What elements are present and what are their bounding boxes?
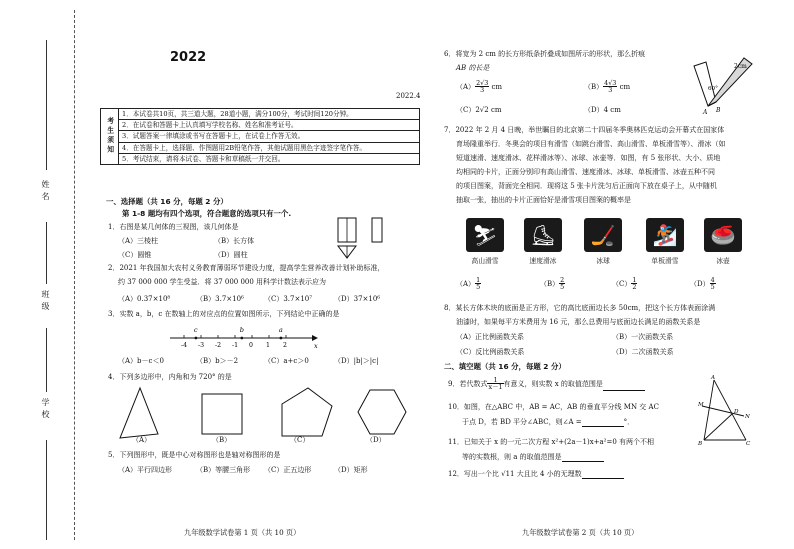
class-label: 班级 — [41, 290, 50, 314]
hexagon-shape — [358, 390, 406, 434]
exam-notice-table — [100, 108, 420, 165]
q8-stem-line2: 油漆时，如果每平方米费用为 16 元，那么总费用与底面边长满足的函数关系是 — [456, 318, 701, 326]
q5-option-a: （A）平行四边形 — [118, 466, 173, 474]
q6-option-b: （B） $\frac{4√3}{3}$ cm — [584, 79, 631, 95]
number-line-point — [240, 337, 243, 340]
q10-line1: 10．如图，在△ABC 中，AB = AC，AB 的垂直平分线 MN 交 AC — [448, 403, 659, 411]
q6-option-d: （D）4 cm — [584, 106, 621, 114]
svg-text:M: M — [698, 402, 704, 408]
q12-line: 12．写出一个比 √11 大且比 4 小的无理数 — [448, 470, 624, 479]
svg-text:D: D — [734, 409, 739, 415]
notice-title: 考生须知 — [101, 109, 119, 165]
school-label: 学校 — [41, 398, 50, 422]
q8-stem-line1: 8．某长方体木块的底面是正方形，它的高比底面边长多 50cm，把这个长方体表面涂满 — [444, 304, 716, 312]
exam-date: 2022.4 — [396, 92, 421, 100]
number-line-tick-label: -3 — [198, 342, 205, 349]
q3-option-c: （C）a+c＞0 — [264, 357, 309, 365]
q8-option-d: （D）二次函数关系 — [612, 348, 674, 356]
school-line — [46, 328, 47, 392]
number-line-point — [280, 337, 283, 340]
pentagon-shape — [282, 388, 332, 436]
q2-option-c: （C）3.7×10⁷ — [264, 295, 313, 303]
q6-option-c: （C）2√2 cm — [456, 106, 502, 114]
q1-option-d: （D）圆柱 — [214, 251, 248, 259]
q1-option-c: （C）圆锥 — [118, 251, 152, 259]
svg-text:B: B — [698, 441, 703, 447]
q1-stem: 1．右图是某几何体的三视图，该几何体是 — [108, 223, 239, 231]
q1-option-a: （A）三棱柱 — [118, 237, 159, 245]
q3-stem: 3．实数 a，b，c 在数轴上的对应点的位置如图所示，下列结论中正确的是 — [108, 310, 340, 318]
q12-answer-blank[interactable] — [582, 472, 624, 479]
number-line-point-label: a — [278, 326, 283, 334]
q6-option-a: （A） $\frac{2√3}{3}$ cm — [456, 79, 503, 95]
number-line-tick-label: -4 — [181, 342, 188, 349]
q11-line1: 11．已知关于 x 的一元二次方程 x²+(2a－1)x+a²=0 有两个不相 — [448, 438, 655, 446]
q7-line3: 短道速滑、速度滑冰、花样滑冰等）、冰球、冰壶等．如图，有 5 张形状、大小、质地 — [456, 154, 721, 162]
skiing-icon: ⛷ — [466, 218, 504, 252]
q11-answer-blank[interactable] — [562, 455, 604, 462]
curling-icon: 🥌 — [704, 218, 742, 252]
footer-page1: 九年级数学试卷第 1 页（共 10 页） — [184, 528, 301, 537]
q7-line5: 的项目图案，背面完全相同．现将这 5 张卡片洗匀后正面向下放在桌子上，从中随机 — [456, 182, 717, 190]
svg-text:A: A — [703, 109, 708, 116]
folded-strip-figure — [690, 52, 762, 116]
q7-option-d: （D） $\frac{4}{5}$ — [690, 276, 715, 292]
ice-hockey-icon: 🏒 — [584, 218, 622, 252]
name-line — [46, 40, 47, 170]
sport-card-label: 冰壶 — [716, 257, 730, 265]
q7-line1: 7．2022 年 2 月 4 日晚，举世瞩目的北京第二十四届冬季奥林匹克运动会开幕式在国家体 — [444, 126, 725, 134]
q4-label-b: （B） — [212, 436, 232, 444]
q10-line2: 于点 D，若 BD 平分∠ABC，则∠A = °． — [462, 418, 635, 426]
q7-line6: 抽取一张，抽出的卡片正面恰好是滑雪项目图案的概率是 — [456, 196, 631, 204]
class-line — [46, 222, 47, 284]
q5-option-d: （D）矩形 — [334, 466, 368, 474]
q5-option-c: （C）正五边形 — [264, 466, 312, 474]
q7-option-b: （B） $\frac{2}{5}$ — [540, 276, 565, 292]
name-label: 姓名 — [41, 180, 50, 204]
sport-card-label: 高山滑雪 — [471, 257, 499, 265]
notice-item: 5．考试结束，请将本试卷、答题卡和草稿纸一并交回。 — [119, 153, 420, 164]
number-line-tick-label: 0 — [249, 342, 253, 349]
footer-page2: 九年级数学试卷第 2 页（共 10 页） — [522, 528, 639, 537]
number-line-figure — [170, 324, 320, 350]
q7-option-a: （A） $\frac{1}{5}$ — [456, 276, 481, 292]
number-line-point-label: b — [239, 326, 245, 334]
triangle-shape — [120, 388, 158, 438]
q6-stem-line1: 6．将宽为 2 cm 的长方形纸条折叠成如图所示的形状，那么折痕 — [444, 50, 646, 58]
number-line-point-label: c — [193, 326, 198, 334]
q8-option-a: （A）正比例函数关系 — [456, 333, 525, 341]
number-line-point — [195, 337, 198, 340]
number-line-tick-label: -1 — [232, 342, 239, 349]
q7-line4: 均相同的卡片，正面分别印有高山滑雪、速度滑冰、冰球、单板滑雪、冰壶五种不同 — [456, 168, 715, 176]
section1-title: 一、选择题（共 16 分，每题 2 分） — [106, 197, 228, 206]
q4-label-c: （C） — [290, 436, 310, 444]
notice-item: 2．在试卷和答题卡上认真填写学校名称、姓名和准考证号。 — [119, 120, 420, 131]
q7-line2: 育场隆重举行．冬奥会的项目有滑雪（如跳台滑雪、高山滑雪、单板滑雪等）、滑冰（如 — [456, 140, 726, 148]
binding-strip — [0, 0, 92, 549]
q3-option-d: （D）|b|＞|c| — [334, 357, 379, 365]
svg-text:A: A — [711, 375, 716, 381]
notice-item: 3．试题答案一律填涂或书写在答题卡上，在试卷上作答无效。 — [119, 131, 420, 142]
number-line-tick-label: -2 — [215, 342, 222, 349]
exam-year: 2022 — [170, 50, 207, 65]
q4-label-d: （D） — [366, 436, 386, 444]
square-shape — [202, 394, 242, 434]
sport-card-label: 速度滑冰 — [529, 257, 557, 265]
number-line-x: x — [314, 342, 318, 350]
q4-label-a: （A） — [132, 436, 152, 444]
snowboard-icon: 🏂 — [646, 218, 684, 252]
number-line-tick-label: 1 — [266, 342, 270, 349]
q1-option-b: （B）长方体 — [214, 237, 255, 245]
school-line-lower — [46, 440, 47, 540]
sport-card-label: 冰球 — [596, 257, 610, 265]
q7-option-c: （C） $\frac{1}{2}$ — [612, 276, 637, 292]
q8-option-b: （B）一次函数关系 — [612, 333, 674, 341]
svg-text:B: B — [716, 107, 721, 114]
q2-stem-line1: 2．2021 年我国加大农村义务教育薄弱环节建设力度，提高学生营养改善计划补助标准， — [108, 264, 385, 272]
notice-item: 1．本试卷共10页，共三道大题，28道小题，满分100分，考试时间120分钟。 — [119, 109, 420, 120]
section2-title: 二、填空题（共 16 分，每题 2 分） — [444, 362, 566, 371]
svg-text:C: C — [746, 441, 751, 447]
q10-answer-blank[interactable] — [582, 420, 624, 427]
q11-line2: 等的实数根，则 a 的取值范围是 — [462, 453, 604, 462]
q2-stem-line2: 约 37 000 000 学生受益．将 37 000 000 用科学计数法表示应为 — [118, 278, 327, 286]
polygon-figures — [110, 386, 410, 448]
triangle-abc-figure — [700, 376, 760, 446]
q9-answer-blank[interactable] — [603, 384, 645, 391]
q2-option-b: （B）3.7×10⁶ — [196, 295, 244, 303]
q9-stem: 9．若代数式 $\frac{1}{x-1}$ 有意义，则实数 x 的取值范围是 — [448, 377, 645, 391]
notice-item: 4．在答题卡上，选择题、作图题用2B铅笔作答，其他试题用黑色字迹签字笔作答。 — [119, 142, 420, 153]
three-view-figure — [336, 216, 396, 262]
q2-option-a: （A）0.37×10⁸ — [118, 295, 171, 303]
binding-dashed-line — [74, 10, 75, 540]
number-line-tick-label: 2 — [283, 342, 287, 349]
svg-text:60°: 60° — [708, 86, 718, 92]
svg-text:N: N — [745, 414, 750, 420]
q3-option-a: （A）b－c＜0 — [118, 357, 164, 365]
section1-subtitle: 第 1-8 题均有四个选项，符合题意的选项只有一个. — [122, 209, 292, 218]
q6-stem-line2: AB 的长是 — [456, 64, 490, 72]
q8-option-c: （C）反比例函数关系 — [456, 348, 525, 356]
q5-stem: 5．下列图形中，既是中心对称图形也是轴对称图形的是 — [108, 451, 281, 459]
q5-option-b: （B）等腰三角形 — [196, 466, 251, 474]
svg-text:2cm: 2cm — [734, 63, 747, 70]
q4-stem: 4．下列多边形中，内角和为 720° 的是 — [108, 373, 232, 381]
speed-skating-icon: ⛸ — [524, 218, 562, 252]
q2-option-d: （D）37×10⁶ — [334, 295, 381, 303]
q3-option-b: （B）b＞－2 — [196, 357, 239, 365]
sport-card-label: 单板滑雪 — [651, 257, 679, 265]
